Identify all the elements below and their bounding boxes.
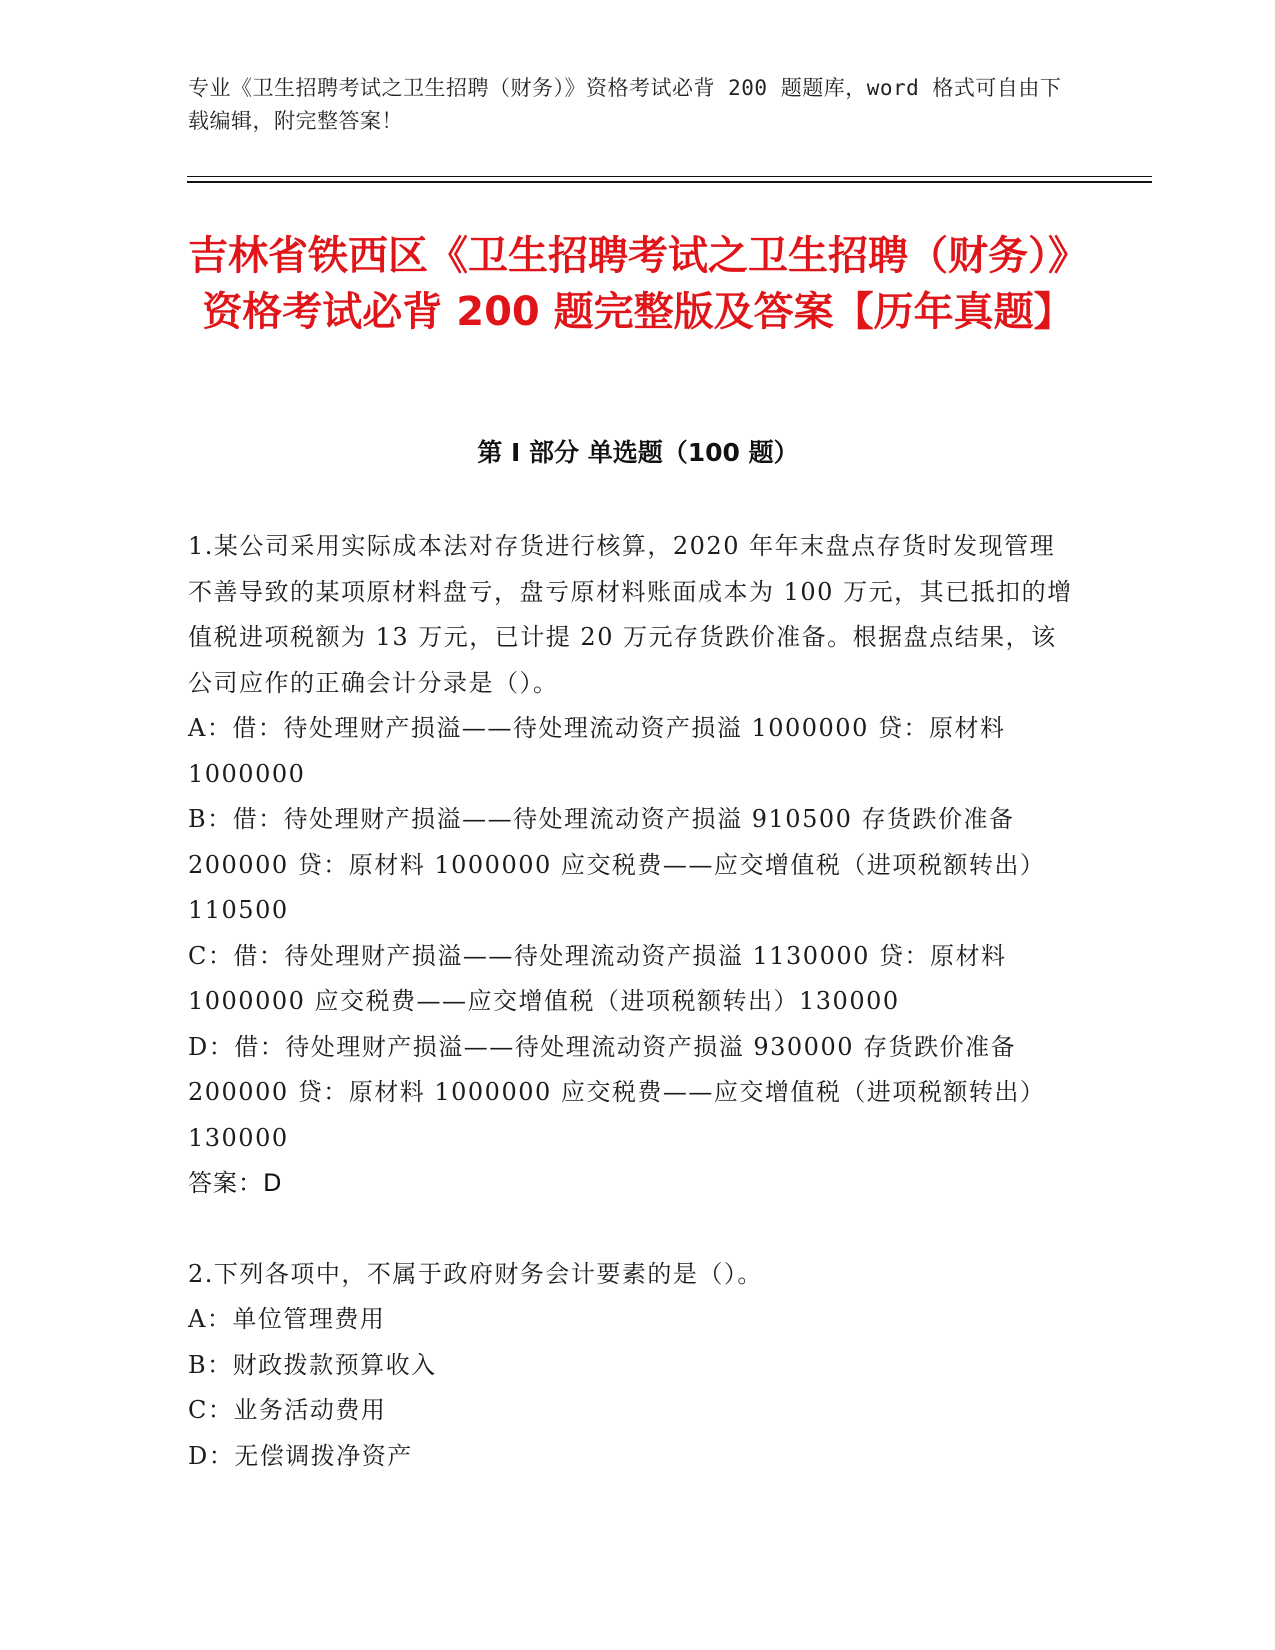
header-divider [187,176,1152,177]
option-b: B：借：待处理财产损溢——待处理流动资产损溢 910500 存货跌价准备 200000 贷：原材料 1000000 应交税费——应交增值税（进项税额转出）110500 [188,805,1046,924]
question-stem: 2.下列各项中，不属于政府财务会计要素的是（）。 [188,1259,763,1288]
option-c: C：借：待处理财产损溢——待处理流动资产损溢 1130000 贷：原材料 1000000 应交税费——应交增值税（进项税额转出）130000 [188,941,1007,1015]
option-b: B：财政拨款预算收入 [188,1350,437,1379]
option-c: C：业务活动费用 [188,1396,387,1424]
option-d: D：无偿调拨净资产 [188,1441,413,1470]
option-a: A：借：待处理财产损溢——待处理流动资产损溢 1000000 贷：原材料 1000000 [188,714,1006,788]
question-stem: 1.某公司采用实际成本法对存货进行核算，2020 年年末盘点存货时发现管理不善导致的某项原材料盘亏，盘亏原材料账面成本为 100 万元，其已抵扣的增值税进项税额为 13 万元，已计提 20 万元存货跌价准备。根据盘点结果，该公司应作的正确会计分录是（）。 [188,532,1073,697]
option-d: D：借：待处理财产损溢——待处理流动资产损溢 930000 存货跌价准备 200000 贷：原材料 1000000 应交税费——应交增值税（进项税额转出）130000 [188,1032,1046,1152]
answer: 答案：D [188,1169,283,1197]
question-2 [188,1252,1078,1480]
question-1 [188,524,1078,1207]
question-list [188,524,1078,1524]
header-divider-bold [187,181,1152,183]
section-heading: 第 I 部分 单选题（100 题） [477,438,799,467]
option-a: A：单位管理费用 [188,1305,386,1333]
header-note: 专业《卫生招聘考试之卫生招聘（财务）》资格考试必背 200 题题库，word 格式可自由下载编辑，附完整答案！ [188,76,1062,133]
document-title: 吉林省铁西区《卫生招聘考试之卫生招聘（财务）》资格考试必背 200 题完整版及答案【历年真题】 [188,233,1088,335]
